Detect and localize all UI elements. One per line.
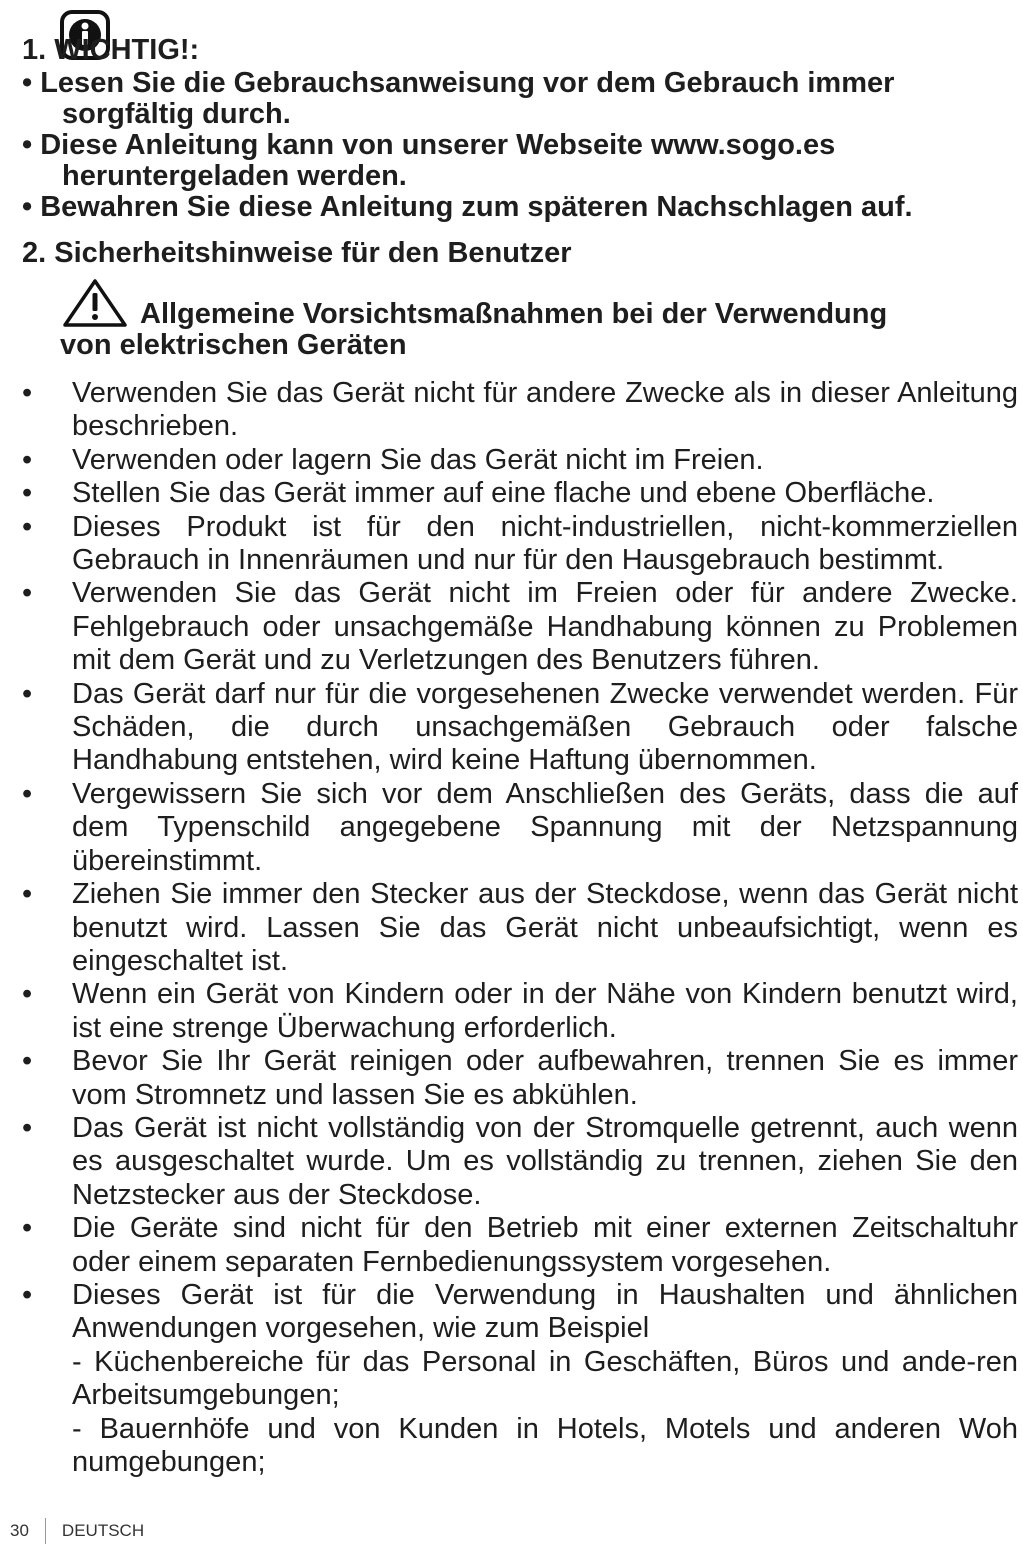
list-item: • Stellen Sie das Gerät immer auf eine flache und ebene Oberfläche. xyxy=(22,477,935,510)
safety-rules-list xyxy=(22,377,1018,1479)
page-number: 30 xyxy=(10,1521,29,1540)
list-item: • Verwenden Sie das Gerät nicht für andere Zwecke als in dieser Anleitung beschrieben. xyxy=(22,377,1018,443)
footer-divider xyxy=(45,1518,46,1544)
list-item: • Verwenden Sie das Gerät nicht im Freien oder für andere Zwecke. Fehlgebrauch oder unsachgemäße Handhabung können zu Problemen mit dem Gerät und zu Verletzungen des Benutzers führen. xyxy=(22,577,1018,677)
important-item: • Diese Anleitung kann von unserer Webseite www.sogo.es heruntergeladen werden. xyxy=(22,129,836,192)
section1-title: 1. WICHTIG!: xyxy=(22,34,200,66)
warning-heading xyxy=(60,299,980,361)
list-item: • Das Gerät darf nur für die vorgesehenen Zwecke verwendet werden. Für Schäden, die durch unsachgemäßen Gebrauch oder falsche Handhabung entstehen, wird keine Haftung übernommen. xyxy=(22,677,1018,777)
sub-item-farms: - Bauernhöfe und von Kunden in Hotels, Motels und anderen Woh numgebungen; xyxy=(72,1412,1018,1478)
list-item: • Ziehen Sie immer den Stecker aus der Steckdose, wenn das Gerät nicht benutzt wird. Lassen Sie das Gerät nicht unbeaufsichtigt, wenn es eingeschaltet ist. xyxy=(22,878,1018,977)
list-item: • Bevor Sie Ihr Gerät reinigen oder aufbewahren, trennen Sie es immer vom Stromnetz und lassen Sie es abkühlen. xyxy=(22,1045,1018,1111)
list-item: • Dieses Produkt ist für den nicht-industriellen, nicht-kommerziellen Gebrauch in Innenräumen und nur für den Hausgebrauch bestimmt. xyxy=(22,510,1018,577)
warning-heading-line1: Allgemeine Vorsichtsmaßnahmen bei der Verwendung xyxy=(140,298,888,330)
important-item: • Lesen Sie die Gebrauchsanweisung vor dem Gebrauch immer sorgfältig durch. xyxy=(22,67,895,130)
page-footer xyxy=(10,1518,144,1544)
list-item: • Das Gerät ist nicht vollständig von der Stromquelle getrennt, auch wenn es ausgeschaltet wurde. Um es vollständig zu trennen, ziehen Sie den Netzstecker aus der Steckdose. xyxy=(22,1111,1018,1211)
list-item: • Wenn ein Gerät von Kindern oder in der Nähe von Kindern benutzt wird, ist eine strenge Überwachung erforderlich. xyxy=(22,978,1018,1044)
warning-heading-line2: von elektrischen Geräten xyxy=(60,329,407,361)
list-item: • Vergewissern Sie sich vor dem Anschließen des Geräts, dass die auf dem Typenschild angegebene Spannung mit der Netzspannung übereinstimmt. xyxy=(22,777,1018,877)
section2-title: 2. Sicherheitshinweise für den Benutzer xyxy=(22,237,572,269)
important-list xyxy=(22,68,997,223)
list-item: • Verwenden oder lagern Sie das Gerät nicht im Freien. xyxy=(22,443,764,476)
footer-language: DEUTSCH xyxy=(61,1521,145,1540)
list-item: • Dieses Gerät ist für die Verwendung in Haushalten und ähnlichen Anwendungen vorgesehen, wie zum Beispiel - Küchenbereiche für das Personal in Geschäften, Büros und ande-ren Arbeitsumgebungen; - Bauernhöfe und von Kunden in Hotels, Motels und anderen Woh numgebungen; xyxy=(22,1278,1018,1478)
last-rule-text: Dieses Gerät ist für die Verwendung in Haushalten und ähnlichen Anwendungen vorgesehen, wie zum Beispiel xyxy=(72,1278,1018,1345)
important-item: • Bewahren Sie diese Anleitung zum späteren Nachschlagen auf. xyxy=(22,191,913,223)
list-item: • Die Geräte sind nicht für den Betrieb mit einer externen Zeitschaltuhr oder einem separaten Fernbedienungssystem vorgesehen. xyxy=(22,1212,1018,1278)
sub-item-kitchens: - Küchenbereiche für das Personal in Geschäften, Büros und ande-ren Arbeitsumgebungen; xyxy=(72,1345,1018,1412)
